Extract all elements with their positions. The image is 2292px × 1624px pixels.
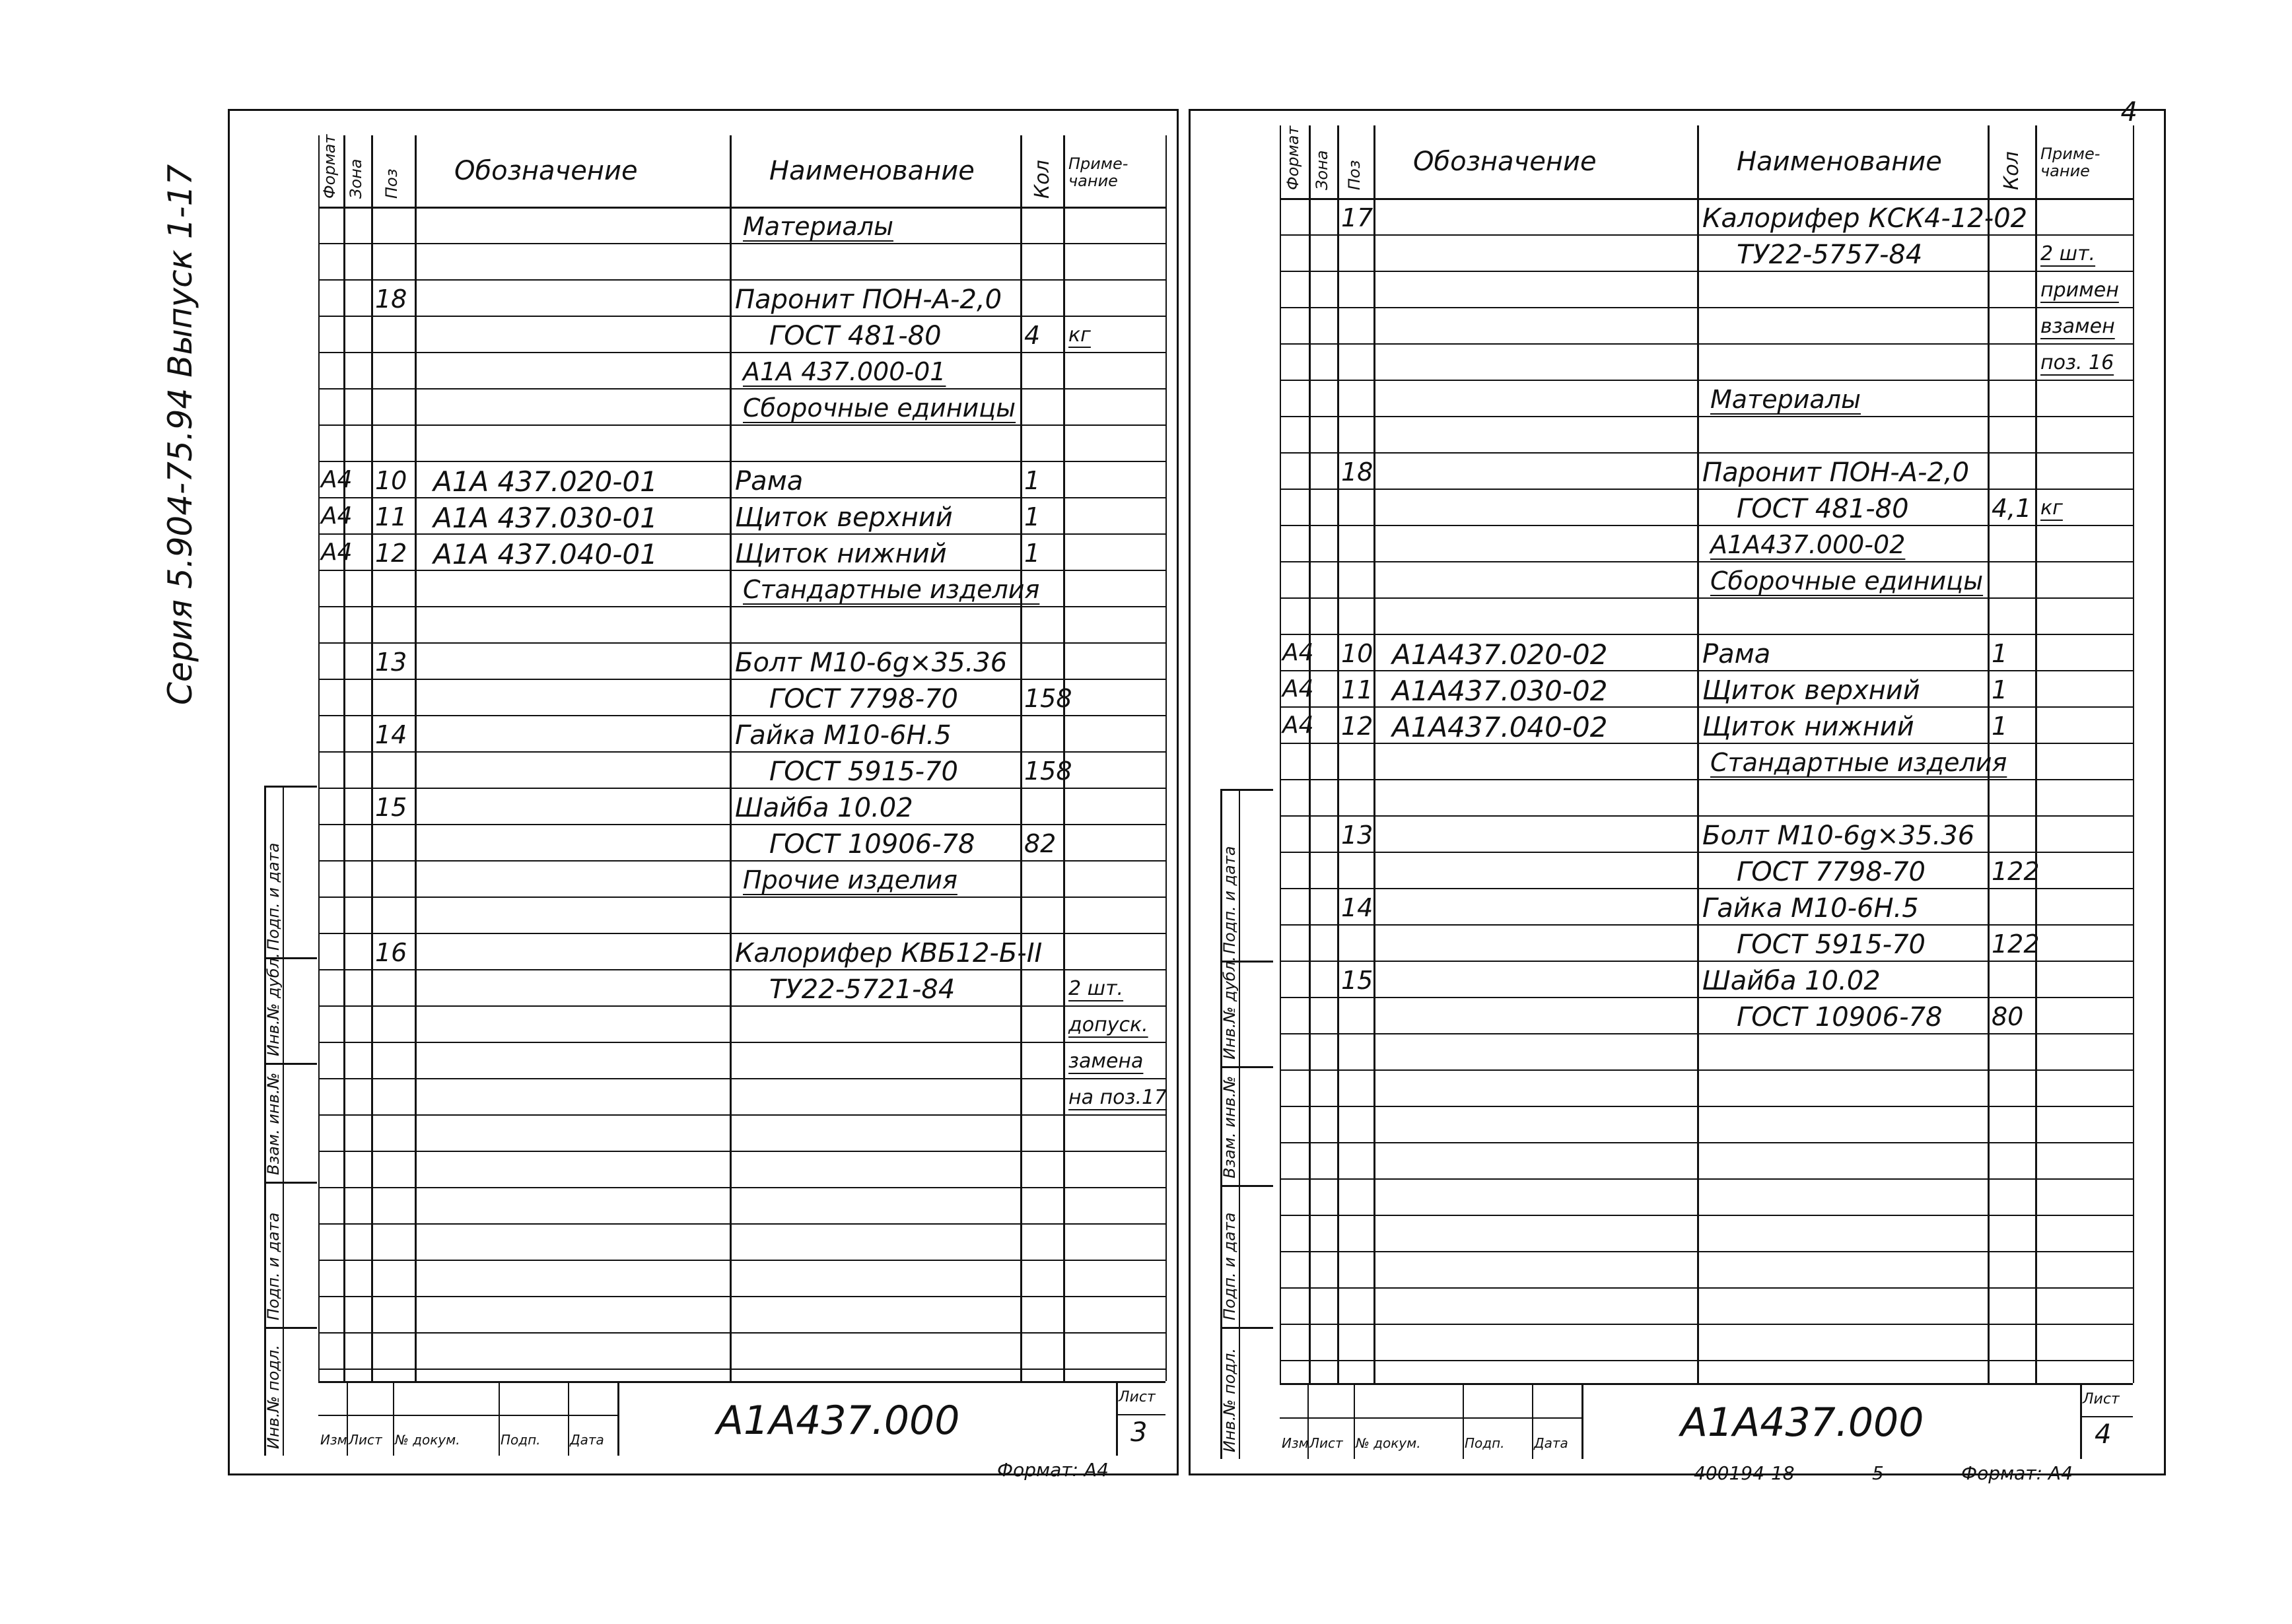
left-row-line (318, 1187, 1165, 1188)
left-col-line (371, 135, 373, 1381)
right-row-name: Материалы (1710, 385, 1861, 414)
right-row-line (1280, 343, 2133, 345)
right-row-line (1280, 888, 2133, 889)
right-col-line (1337, 125, 1339, 1383)
left-row-line (318, 1078, 1165, 1079)
left-row-name: Щиток верхний (735, 502, 953, 533)
right-header-name: Наименование (1737, 147, 1942, 177)
right-row-line (1280, 1360, 2133, 1361)
right-side-label: Инв.№ дубл. (1220, 956, 1239, 1060)
left-row-line (318, 1296, 1165, 1297)
right-sheet (1189, 97, 2166, 1475)
left-row-format: А4 (321, 539, 353, 566)
right-col-line (1373, 125, 1375, 1383)
left-col-line (318, 135, 320, 1381)
right-tb-mid (1280, 1417, 1581, 1419)
left-row-line (318, 352, 1165, 353)
right-row-pos: 12 (1341, 712, 1373, 741)
left-tb-col-label: Лист (349, 1432, 382, 1448)
left-header-format: Формат (320, 134, 339, 199)
left-row-line (318, 279, 1165, 281)
right-row-name: Щиток нижний (1702, 712, 1914, 742)
left-row-pos: 15 (375, 793, 407, 822)
left-row-designation: А1А 437.020-01 (433, 465, 658, 498)
right-tb-col-label: № докум. (1356, 1435, 1421, 1451)
left-tb-col-label: Изм (320, 1432, 347, 1448)
right-row-line (1280, 1033, 2133, 1034)
left-row-name: ГОСТ 481-80 (769, 321, 942, 351)
right-header-designation: Обозначение (1413, 147, 1597, 177)
right-header-pos: Поз (1344, 160, 1364, 190)
right-row-note: примен (2040, 279, 2119, 302)
right-row-note: кг (2040, 496, 2063, 520)
right-row-line (1280, 561, 2133, 562)
left-col-line (1020, 135, 1022, 1381)
left-row-name: Гайка М10-6Н.5 (735, 720, 952, 751)
left-header-designation: Обозначение (454, 156, 638, 186)
left-row-line (318, 679, 1165, 680)
right-row-line (1280, 1142, 2133, 1143)
right-row-name: ГОСТ 7798-70 (1737, 857, 1926, 887)
right-side-label: Подп. и дата (1220, 846, 1239, 954)
right-row-line (1280, 1324, 2133, 1325)
right-row-line (1280, 1215, 2133, 1216)
left-row-pos: 13 (375, 648, 407, 677)
right-row-line (1280, 271, 2133, 272)
right-tb-divider (1581, 1383, 1583, 1459)
left-row-name: ТУ22-5721-84 (769, 974, 955, 1005)
left-row-pos: 14 (375, 720, 407, 749)
left-header-qty: Кол (1030, 160, 1054, 199)
right-archive-stamp-2: 5 (1872, 1462, 1884, 1484)
left-side-label: Взам. инв.№ (264, 1072, 283, 1175)
right-row-line (1280, 1106, 2133, 1107)
right-col-line (1309, 125, 1311, 1383)
right-row-designation: А1А437.020-02 (1392, 638, 1608, 671)
left-row-name: Шайба 10.02 (735, 793, 913, 823)
left-row-line (318, 1369, 1165, 1370)
right-row-qty: 1 (1992, 675, 2008, 704)
left-row-line (318, 969, 1165, 970)
left-tb-sheet-line (1116, 1414, 1165, 1415)
right-side-label: Взам. инв.№ (1220, 1075, 1239, 1178)
right-row-name: Рама (1702, 639, 1771, 669)
right-row-designation: А1А437.030-02 (1392, 675, 1608, 707)
right-row-format: А4 (1282, 675, 1314, 702)
left-row-name: Паронит ПОН-А-2,0 (735, 285, 1002, 315)
right-row-line (1280, 525, 2133, 526)
left-row-pos: 16 (375, 938, 407, 967)
right-row-name: Сборочные единицы (1710, 566, 1984, 595)
right-row-line (1280, 634, 2133, 635)
right-row-line (1280, 779, 2133, 780)
right-tb-col-label: Лист (1309, 1435, 1343, 1451)
right-side-seg (1220, 1185, 1273, 1187)
left-tb-divider (617, 1381, 619, 1456)
left-row-line (318, 1223, 1165, 1225)
left-side-label: Инв.№ дубл. (264, 953, 283, 1056)
right-col-line (1280, 125, 1281, 1383)
right-side-label: Инв.№ подл. (1220, 1348, 1239, 1452)
right-row-pos: 14 (1341, 893, 1373, 922)
right-tb-col-label: Изм (1282, 1435, 1309, 1451)
left-side-line (264, 786, 317, 788)
right-tb-col-label: Подп. (1465, 1435, 1505, 1451)
right-row-line (1280, 1069, 2133, 1071)
left-row-pos: 12 (375, 539, 407, 568)
right-row-qty: 122 (1992, 857, 2040, 886)
left-header-zone: Зона (347, 158, 365, 199)
left-row-note: допуск. (1068, 1013, 1148, 1036)
left-row-name: Рама (735, 466, 804, 496)
left-row-name: А1А 437.000-01 (743, 357, 946, 386)
left-tb-col-label: Подп. (501, 1432, 541, 1448)
left-row-qty: 158 (1024, 757, 1072, 786)
left-row-name: Сборочные единицы (743, 393, 1016, 423)
left-row-line (318, 1005, 1165, 1007)
right-row-line (1280, 380, 2133, 381)
left-row-line (318, 933, 1165, 934)
left-row-line (318, 1260, 1165, 1261)
left-row-line (318, 461, 1165, 462)
left-row-name: Материалы (743, 212, 893, 241)
left-col-line (343, 135, 345, 1381)
right-row-pos: 13 (1341, 821, 1373, 850)
left-row-note: замена (1068, 1050, 1144, 1073)
left-tb-col (568, 1381, 569, 1456)
left-drawing-code: А1А437.000 (716, 1398, 960, 1444)
left-row-line (318, 606, 1165, 607)
left-row-name: Болт М10-6g×35.36 (735, 648, 1008, 678)
left-row-designation: А1А 437.040-01 (433, 538, 658, 570)
right-row-pos: 15 (1341, 966, 1373, 995)
left-row-line (318, 243, 1165, 244)
right-row-name: Щиток верхний (1702, 675, 1920, 706)
right-row-line (1280, 234, 2133, 236)
left-header-name: Наименование (769, 156, 975, 186)
left-row-line (318, 897, 1165, 898)
left-row-note: 2 шт. (1068, 977, 1124, 1000)
right-row-pos: 10 (1341, 639, 1373, 668)
right-tb-sheet-line (2080, 1416, 2133, 1417)
right-row-designation: А1А437.040-02 (1392, 711, 1608, 743)
right-row-format: А4 (1282, 639, 1314, 666)
right-row-name: ТУ22-5757-84 (1737, 240, 1923, 270)
right-header-qty: Кол (2000, 151, 2023, 190)
right-row-line (1280, 961, 2133, 962)
left-row-qty: 158 (1024, 684, 1072, 713)
right-row-name: А1А437.000-02 (1710, 530, 1906, 559)
left-row-format: А4 (321, 466, 353, 493)
right-side-line (1239, 789, 1240, 1459)
right-tb-divider (2080, 1383, 2082, 1459)
left-side-label: Инв.№ подл. (264, 1345, 283, 1449)
left-row-line (318, 388, 1165, 389)
left-side-seg (264, 1182, 317, 1184)
left-col-line (1165, 135, 1167, 1381)
right-row-name: Гайка М10-6Н.5 (1702, 893, 1919, 924)
right-side-seg (1220, 1066, 1273, 1068)
left-sheet-number: 3 (1130, 1417, 1148, 1448)
right-row-note: поз. 16 (2040, 351, 2114, 374)
right-side-label: Подп. и дата (1220, 1212, 1239, 1320)
left-tb-mid (318, 1415, 617, 1416)
right-row-pos: 11 (1341, 675, 1373, 704)
left-tb-col (393, 1381, 394, 1456)
left-row-line (318, 424, 1165, 426)
right-row-line (1280, 997, 2133, 998)
right-row-line (1280, 1287, 2133, 1289)
left-row-line (318, 715, 1165, 716)
right-row-line (1280, 1251, 2133, 1252)
left-tb-divider (1116, 1381, 1118, 1456)
right-header-line (1280, 198, 2133, 200)
left-header-pos: Поз (382, 168, 401, 199)
right-row-name: Паронит ПОН-А-2,0 (1702, 457, 1970, 488)
left-row-qty: 82 (1024, 829, 1057, 858)
left-tb-col-label: № докум. (395, 1432, 460, 1448)
left-row-qty: 1 (1024, 502, 1041, 531)
left-row-line (318, 1114, 1165, 1116)
corner-number: 4 (2120, 97, 2137, 127)
right-row-name: Калорифер КСК4-12-02 (1702, 203, 2028, 234)
left-col-line (730, 135, 732, 1381)
right-tb-col (1463, 1383, 1464, 1459)
left-row-line (318, 642, 1165, 644)
right-side-seg (1220, 1327, 1273, 1329)
right-row-qty: 122 (1992, 930, 2040, 959)
left-row-name: Калорифер КВБ12-Б-II (735, 938, 1043, 968)
right-col-line (2133, 125, 2134, 1383)
left-row-line (318, 1151, 1165, 1152)
right-header-zone: Зона (1312, 150, 1331, 190)
left-row-pos: 18 (375, 285, 407, 314)
left-header-line (318, 207, 1165, 209)
left-row-line (318, 788, 1165, 789)
right-sheet-label: Лист (2083, 1391, 2120, 1407)
right-sheet-number: 4 (2095, 1419, 2112, 1450)
left-row-name: Щиток нижний (735, 539, 947, 569)
right-row-line (1280, 452, 2133, 454)
right-archive-stamp: 400194-18 (1694, 1462, 1795, 1484)
right-row-line (1280, 597, 2133, 599)
left-row-qty: 1 (1024, 466, 1041, 495)
right-row-note: взамен (2040, 315, 2115, 338)
right-header-note: Приме-чание (2040, 145, 2101, 181)
right-row-line (1280, 1178, 2133, 1180)
right-row-name: ГОСТ 10906-78 (1737, 1002, 1943, 1032)
right-row-line (1280, 924, 2133, 926)
right-row-note: 2 шт. (2040, 242, 2096, 265)
left-tb-col-label: Дата (570, 1432, 604, 1448)
right-tb-col-label: Дата (1534, 1435, 1568, 1451)
right-row-name: ГОСТ 5915-70 (1737, 930, 1926, 960)
right-row-line (1280, 852, 2133, 853)
right-row-name: ГОСТ 481-80 (1737, 494, 1909, 524)
left-sheet (161, 109, 1179, 1475)
left-row-line (318, 1332, 1165, 1334)
series-label: Серия 5.904-75.94 Выпуск 1-17 (161, 164, 199, 705)
right-row-name: Болт М10-6g×35.36 (1702, 821, 1975, 851)
left-row-line (318, 824, 1165, 825)
left-row-line (318, 860, 1165, 862)
right-row-qty: 1 (1992, 639, 2008, 668)
right-row-pos: 17 (1341, 203, 1373, 232)
left-format-label: Формат: А4 (997, 1459, 1109, 1481)
right-tb-col (1354, 1383, 1355, 1459)
right-row-name: Стандартные изделия (1710, 748, 2007, 777)
left-row-qty: 1 (1024, 539, 1041, 568)
left-side-line (283, 786, 284, 1456)
left-row-pos: 10 (375, 466, 407, 495)
right-header-format: Формат (1284, 125, 1302, 190)
right-row-qty: 1 (1992, 712, 2008, 741)
left-row-note: кг (1068, 323, 1091, 347)
right-col-line (2035, 125, 2037, 1383)
right-drawing-code: А1А437.000 (1681, 1400, 1924, 1446)
left-side-seg (264, 1327, 317, 1329)
left-row-pos: 11 (375, 502, 407, 531)
left-row-line (318, 1042, 1165, 1043)
left-row-line (318, 751, 1165, 753)
right-titleblock-top (1280, 1383, 2133, 1385)
left-row-name: ГОСТ 5915-70 (769, 757, 958, 787)
right-format-label: Формат: А4 (1961, 1462, 2073, 1484)
right-row-line (1280, 489, 2133, 490)
right-row-name: Шайба 10.02 (1702, 966, 1881, 996)
left-col-line (415, 135, 417, 1381)
right-row-qty: 80 (1992, 1002, 2024, 1031)
left-titleblock-top (318, 1381, 1165, 1383)
left-tb-col (499, 1381, 500, 1456)
right-tb-col (1532, 1383, 1533, 1459)
left-row-name: ГОСТ 7798-70 (769, 684, 958, 714)
left-row-line (318, 316, 1165, 317)
right-row-pos: 18 (1341, 457, 1373, 487)
left-row-qty: 4 (1024, 321, 1041, 350)
left-row-name: ГОСТ 10906-78 (769, 829, 975, 860)
right-side-line (1220, 789, 1273, 791)
left-header-note: Приме-чание (1068, 154, 1129, 191)
right-col-line (1697, 125, 1699, 1383)
left-row-designation: А1А 437.030-01 (433, 502, 658, 534)
left-row-name: Стандартные изделия (743, 575, 1040, 604)
right-row-line (1280, 416, 2133, 417)
right-row-line (1280, 307, 2133, 308)
left-side-label: Подп. и дата (264, 842, 283, 951)
left-side-seg (264, 1063, 317, 1065)
right-row-qty: 4,1 (1992, 494, 2032, 523)
right-row-format: А4 (1282, 712, 1314, 739)
left-row-format: А4 (321, 502, 353, 529)
right-row-line (1280, 815, 2133, 817)
left-sheet-label: Лист (1119, 1389, 1156, 1405)
left-row-name: Прочие изделия (743, 865, 957, 895)
left-side-label: Подп. и дата (264, 1212, 283, 1320)
left-row-note: на поз.17 (1068, 1086, 1167, 1109)
